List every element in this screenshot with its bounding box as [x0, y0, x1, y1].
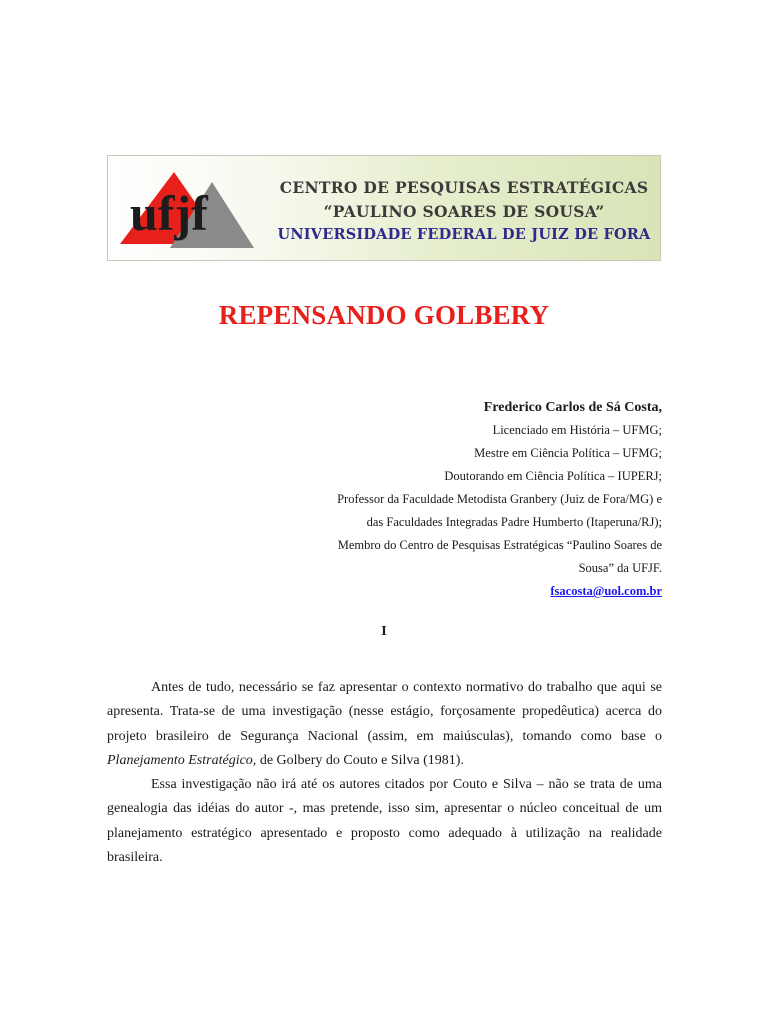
author-line: Doutorando em Ciência Política – IUPERJ;	[444, 469, 662, 483]
paragraph-1-end: de Golbery do Couto e Silva (1981).	[256, 752, 464, 768]
author-line: das Faculdades Integradas Padre Humberto (Itaperuna/RJ);	[366, 515, 662, 529]
banner-line-2: “PAULINO SOARES DE SOUSA”	[323, 202, 605, 221]
author-line: Sousa” da UFJF.	[578, 561, 662, 575]
author-line: Professor da Faculdade Metodista Granbery (Juiz de Fora/MG) e	[337, 492, 662, 506]
body-text	[107, 676, 662, 870]
paragraph-1-italic: Planejamento Estratégico,	[107, 752, 257, 768]
author-block	[142, 396, 662, 603]
author-line: Membro do Centro de Pesquisas Estratégicas “Paulino Soares de	[337, 538, 662, 552]
banner-line-3: UNIVERSIDADE FEDERAL DE JUIZ DE FORA	[277, 226, 651, 243]
paragraph-1-text: Antes de tudo, necessário se faz apresentar o contexto normativo do trabalho que aqui se apresenta. Trata-se de uma investigação (nesse estágio, forçosamente propedêutica) acerca do projeto brasileiro de Segurança Nacional (assim, em maiúsculas), tomando como base o	[107, 680, 662, 744]
paragraph-1	[107, 676, 662, 773]
banner-line-1: CENTRO DE PESQUISAS ESTRATÉGICAS	[279, 178, 649, 197]
section-heading: I	[381, 624, 387, 639]
author-line: Mestre em Ciência Política – UFMG;	[474, 446, 662, 460]
author-name: Frederico Carlos de Sá Costa,	[483, 400, 662, 415]
paragraph-2: Essa investigação não irá até os autores citados por Couto e Silva – não se trata de uma genealogia das idéias do autor -, mas pretende, isso sim, apresentar o núcleo conceitual de um planejamento estratégico apresentado e proposto como adequado à utilização na realidade brasileira.	[107, 777, 662, 866]
author-line: Licenciado em História – UFMG;	[492, 423, 662, 437]
logo-text: ufjf	[130, 185, 208, 241]
header-banner	[107, 155, 661, 261]
ufjf-logo	[114, 168, 264, 252]
document-title: REPENSANDO GOLBERY	[218, 300, 550, 330]
author-email-link[interactable]: fsacosta@uol.com.br	[550, 584, 662, 598]
